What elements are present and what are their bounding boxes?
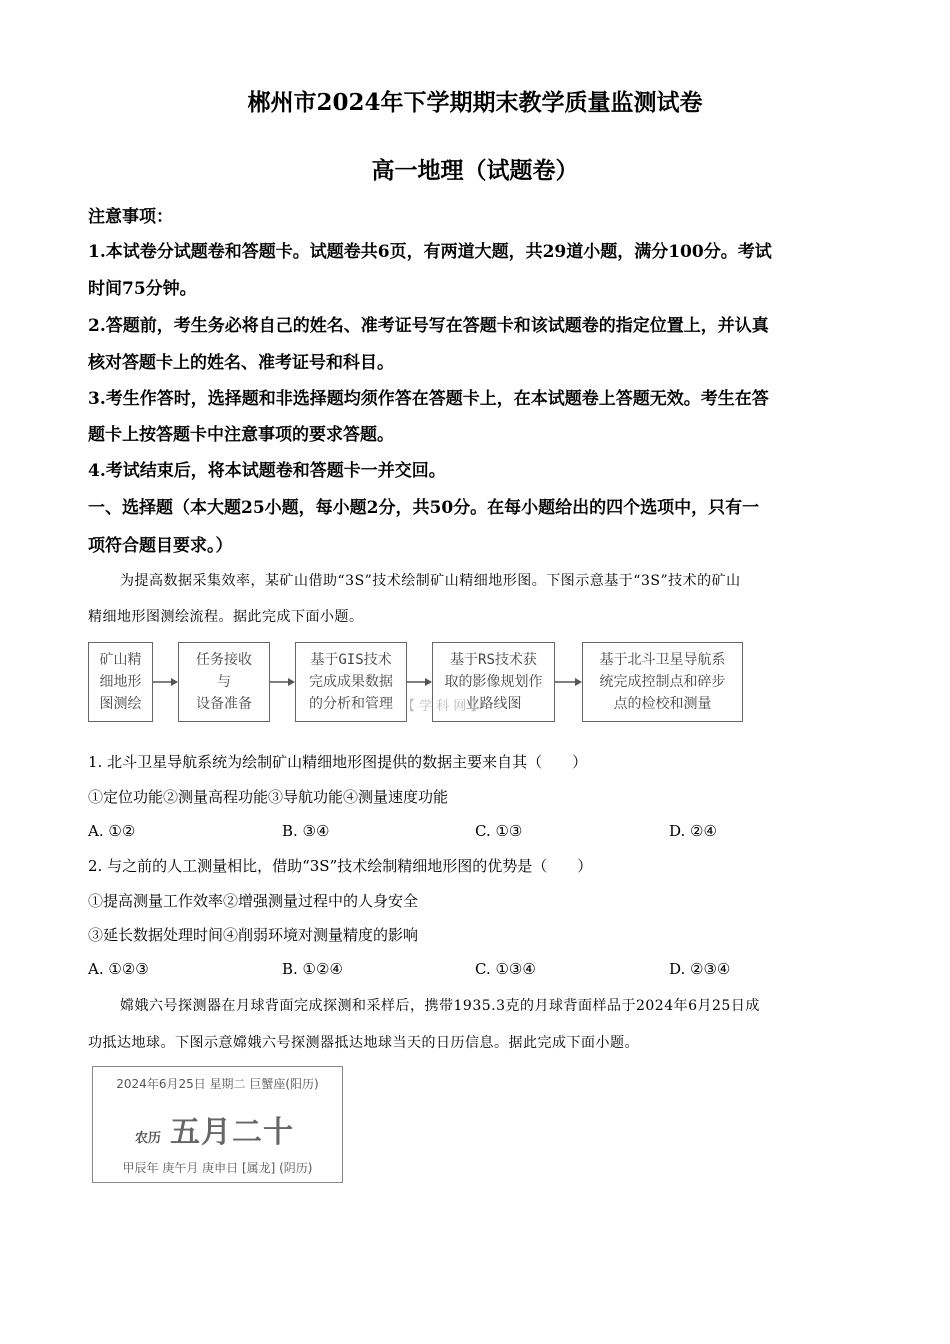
passage-2-line: 功抵达地球。下图示意嫦娥六号探测器抵达地球当天的日历信息。据此完成下面小题。 bbox=[88, 1035, 639, 1051]
flow-box-text: 任务接收 bbox=[196, 652, 252, 668]
calendar-solar-date: 2024年6月25日 星期二 巨蟹座(阳历) bbox=[116, 1077, 319, 1091]
question-1-option-a: A. ①② bbox=[88, 822, 136, 840]
flow-box-text: 与 bbox=[217, 674, 231, 690]
question-2-statements: ①提高测量工作效率②增强测量过程中的人身安全 bbox=[88, 892, 419, 910]
flow-box-text: 取的影像规划作 bbox=[444, 674, 543, 690]
question-2-option-d: D. ②③④ bbox=[669, 960, 731, 978]
flow-box-text: 基于GIS技术 bbox=[310, 652, 392, 668]
exam-subtitle: 高一地理（试题卷） bbox=[371, 157, 579, 184]
flow-box-2 bbox=[178, 642, 270, 722]
flow-box-text: 的分析和管理 bbox=[309, 696, 393, 712]
calendar-lunar-label: 农历 bbox=[135, 1131, 162, 1146]
flow-box-text: 细地形 bbox=[99, 674, 142, 690]
section-heading-cont: 项符合题目要求。） bbox=[88, 536, 233, 556]
notice-line: 1.本试卷分试题卷和答题卡。试题卷共6页，有两道大题，共29道小题，满分100分。考试 bbox=[88, 242, 772, 262]
calendar-ganzhi: 甲辰年 庚午月 庚申日 [属龙] (阴历) bbox=[122, 1161, 313, 1175]
notice-line: 核对答题卡上的姓名、准考证号和科目。 bbox=[88, 353, 394, 373]
question-2-option-c: C. ①③④ bbox=[475, 960, 536, 978]
flow-box-1 bbox=[88, 642, 153, 722]
flow-box-text: 统完成控制点和碎步 bbox=[599, 674, 726, 690]
section-heading: 一、选择题（本大题25小题，每小题2分，共50分。在每小题给出的四个选项中，只有一 bbox=[88, 498, 760, 518]
flow-box-text: 基于北斗卫星导航系 bbox=[599, 652, 726, 668]
calendar-figure bbox=[92, 1066, 343, 1183]
passage-2-line: 嫦娥六号探测器在月球背面完成探测和采样后，携带1935.3克的月球背面样品于2024年6月25日成 bbox=[120, 998, 760, 1014]
flow-arrow-icon bbox=[270, 676, 296, 688]
flow-box-text: 基于RS技术获 bbox=[450, 652, 537, 668]
notice-line: 4.考试结束后，将本试题卷和答题卡一并交回。 bbox=[88, 461, 446, 481]
passage-1-line: 为提高数据采集效率，某矿山借助“3S”技术绘制矿山精细地形图。下图示意基于“3S”技术的矿山 bbox=[120, 573, 741, 589]
notice-line: 2.答题前，考生务必将自己的姓名、准考证号写在答题卡和该试题卷的指定位置上，并认真 bbox=[88, 316, 769, 336]
calendar-lunar-date: 五月二十 bbox=[170, 1115, 294, 1150]
question-1-statements: ①定位功能②测量高程功能③导航功能④测量速度功能 bbox=[88, 788, 449, 806]
question-1-option-d: D. ②④ bbox=[669, 822, 717, 840]
question-2-stem: 2. 与之前的人工测量相比，借助“3S”技术绘制精细地形图的优势是（ ） bbox=[88, 857, 593, 875]
flow-arrow-icon bbox=[555, 676, 583, 688]
notice-heading: 注意事项： bbox=[88, 207, 173, 227]
flow-arrow-icon bbox=[153, 676, 179, 688]
question-2-option-b: B. ①②④ bbox=[282, 960, 343, 978]
notice-line: 题卡上按答题卡中注意事项的要求答题。 bbox=[88, 425, 394, 445]
question-1-stem: 1. 北斗卫星导航系统为绘制矿山精细地形图提供的数据主要来自其（ ） bbox=[88, 753, 588, 771]
question-1-option-c: C. ①③ bbox=[475, 822, 523, 840]
notice-line: 3.考生作答时，选择题和非选择题均须作答在答题卡上，在本试题卷上答题无效。考生在答 bbox=[88, 389, 769, 409]
flow-arrow-icon bbox=[407, 676, 433, 688]
flow-box-text: 图测绘 bbox=[99, 696, 142, 712]
flow-box-3 bbox=[295, 642, 407, 722]
notice-line: 时间75分钟。 bbox=[88, 279, 197, 299]
question-2-statements: ③延长数据处理时间④削弱环境对测量精度的影响 bbox=[88, 926, 419, 944]
flow-box-text: 矿山精 bbox=[99, 652, 142, 668]
flow-box-text: 设备准备 bbox=[196, 696, 252, 712]
flow-box-text: 业路线图 bbox=[465, 696, 522, 712]
question-2-option-a: A. ①②③ bbox=[88, 960, 149, 978]
flow-box-5 bbox=[582, 642, 743, 722]
watermark: 【 学 科 网 】 bbox=[402, 699, 484, 714]
flow-box-text: 点的检校和测量 bbox=[613, 696, 712, 712]
passage-1-line: 精细地形图测绘流程。据此完成下面小题。 bbox=[88, 609, 364, 625]
flow-box-text: 完成成果数据 bbox=[309, 674, 393, 690]
exam-title: 郴州市2024年下学期期末教学质量监测试卷 bbox=[247, 89, 703, 116]
question-1-option-b: B. ③④ bbox=[282, 822, 330, 840]
